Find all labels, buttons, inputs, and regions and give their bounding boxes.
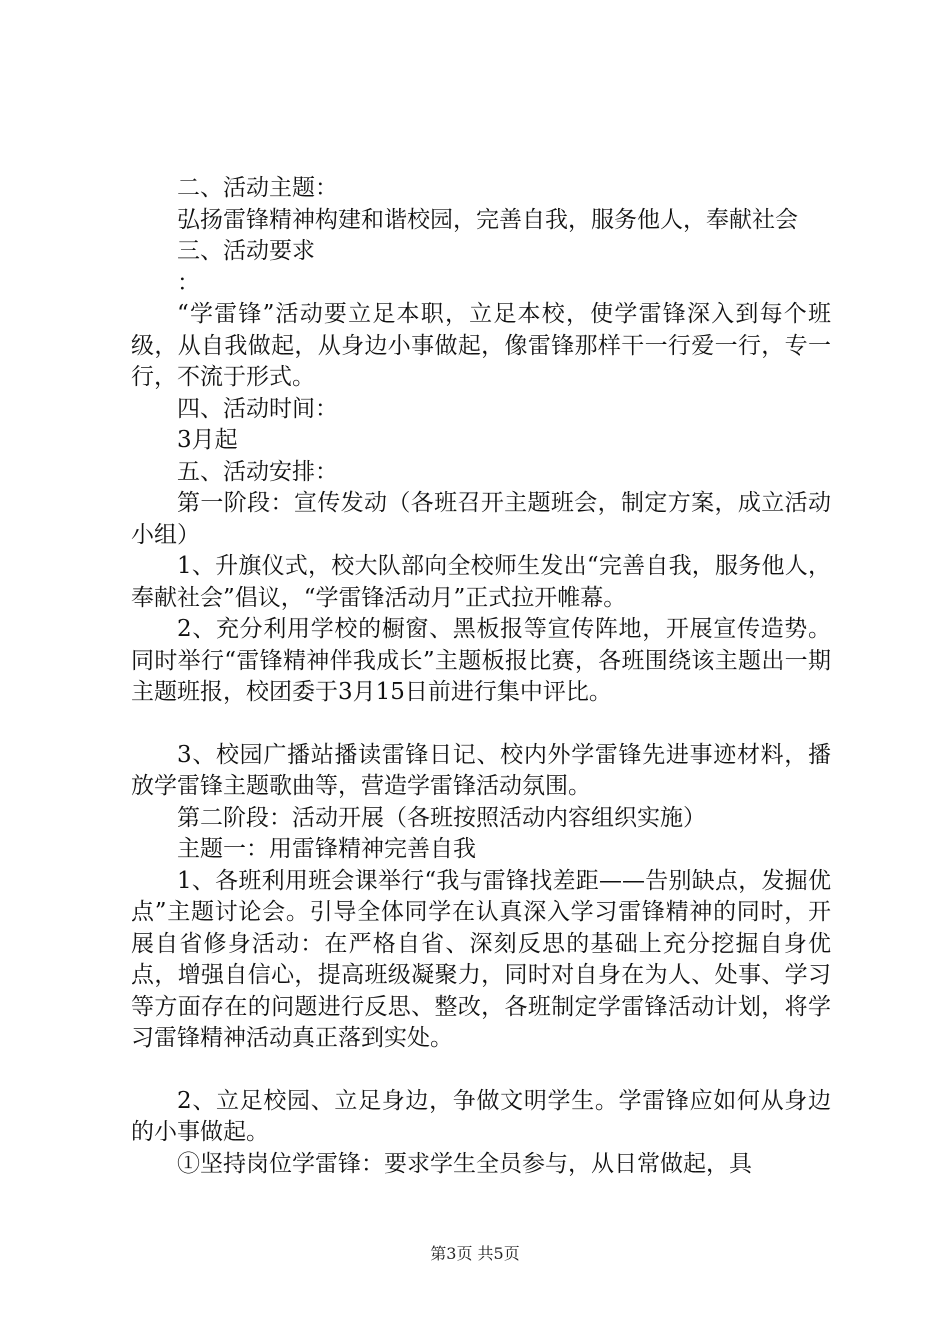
- paragraph: 1、升旗仪式，校大队部向全校师生发出“完善自我，服务他人，奉献社会”倡议，“学雷锋活动月”正式拉开帷幕。: [131, 553, 831, 611]
- paragraph: 3月起: [177, 427, 238, 453]
- paragraph: 2、立足校园、立足身边，争做文明学生。学雷锋应如何从身边的小事做起。: [131, 1087, 831, 1145]
- document-body: [131, 173, 831, 1180]
- section-heading-arrangement: 五、活动安排：: [177, 458, 338, 485]
- paragraph: “学雷锋”活动要立足本职，立足本校，使学雷锋深入到每个班级，从自我做起，从身边小事做起，像雷锋那样干一行爱一行，专一行，不流于形式。: [131, 301, 831, 390]
- paragraph: 3、校园广播站播读雷锋日记、校内外学雷锋先进事迹材料，播放学雷锋主题歌曲等，营造学雷锋活动氛围。: [131, 741, 831, 799]
- paragraph: ：: [177, 269, 200, 296]
- section-heading-requirements: 三、活动要求: [177, 238, 315, 264]
- theme-heading-one: 主题一：用雷锋精神完善自我: [177, 836, 476, 862]
- section-heading-theme: 二、活动主题：: [177, 175, 338, 201]
- stage-heading-one: 第一阶段：宣传发动（各班召开主题班会，制定方案，成立活动小组）: [131, 490, 831, 548]
- paragraph: 1、各班利用班会课举行“我与雷锋找差距——告别缺点，发掘优点”主题讨论会。引导全体同学在认真深入学习雷锋精神的同时，开展自省修身活动：在严格自省、深刻反思的基础上充分挖掘自身优点，增强自信心，提高班级凝聚力，同时对自身在为人、处事、学习等方面存在的问题进行反思、整改，各班制定学雷锋活动计划，将学习雷锋精神活动真正落到实处。: [131, 867, 831, 1051]
- section-heading-time: 四、活动时间：: [177, 395, 338, 422]
- stage-heading-two: 第二阶段：活动开展（各班按照活动内容组织实施）: [177, 804, 706, 831]
- page-number-footer: 第3页 共5页: [430, 1244, 520, 1263]
- paragraph: 弘扬雷锋精神构建和谐校园，完善自我，服务他人，奉献社会: [177, 206, 798, 233]
- paragraph: ①坚持岗位学雷锋：要求学生全员参与，从日常做起，具: [177, 1150, 752, 1177]
- paragraph: 2、充分利用学校的橱窗、黑板报等宣传阵地，开展宣传造势。同时举行“雷锋精神伴我成长”主题板报比赛，各班围绕该主题出一期主题班报，校团委于3月15日前进行集中评比。: [131, 616, 831, 705]
